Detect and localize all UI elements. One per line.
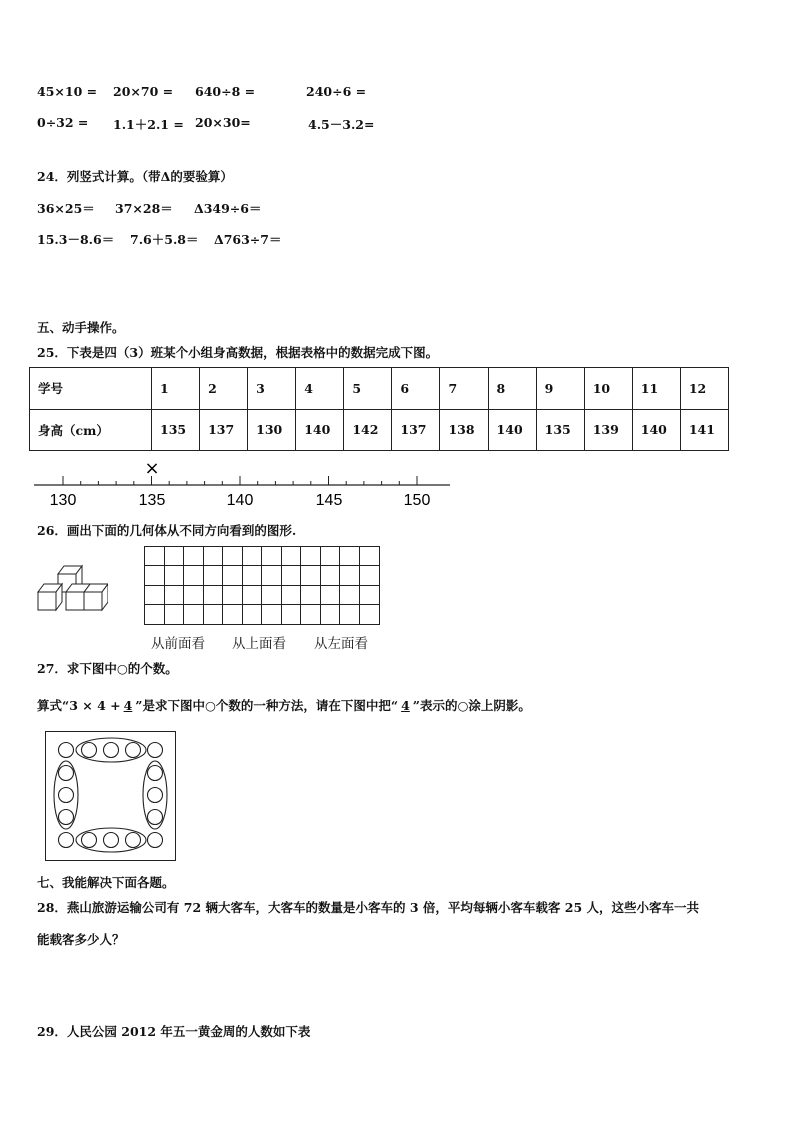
q27-underlined-b: 4 xyxy=(401,698,410,713)
grid-cell[interactable] xyxy=(204,586,224,605)
grid-cell[interactable] xyxy=(145,566,165,585)
q27-text-c: ”表示的○涂上阴影。 xyxy=(412,698,531,713)
number-line-label: 130 xyxy=(49,492,77,509)
grid-cell[interactable] xyxy=(165,605,185,624)
calc-1-1: 45×10 = xyxy=(37,84,98,99)
grid-cell[interactable] xyxy=(262,566,282,585)
grid-cell[interactable] xyxy=(204,566,224,585)
table-row xyxy=(30,409,729,451)
calc-1-3: 640÷8 = xyxy=(195,84,256,99)
number-line xyxy=(30,456,460,512)
grid-cell[interactable] xyxy=(145,547,165,566)
q27-text-a: 算式“3 × 4 + xyxy=(37,698,121,713)
drawing-grid[interactable] xyxy=(144,546,380,625)
circle-square-figure[interactable] xyxy=(45,731,176,861)
id-cell: 12 xyxy=(680,368,728,410)
id-cell: 5 xyxy=(344,368,392,410)
grid-cell[interactable] xyxy=(243,605,263,624)
grid-cell[interactable] xyxy=(184,566,204,585)
height-cell: 142 xyxy=(344,409,392,451)
grid-cell[interactable] xyxy=(340,547,360,566)
grid-cell[interactable] xyxy=(223,605,243,624)
height-cell: 130 xyxy=(248,409,296,451)
q27-instruction xyxy=(37,696,531,714)
height-cell: 139 xyxy=(584,409,632,451)
grid-cell[interactable] xyxy=(262,605,282,624)
grid-cell[interactable] xyxy=(301,547,321,566)
height-cell: 137 xyxy=(200,409,248,451)
grid-cell[interactable] xyxy=(243,547,263,566)
number-line-label: 145 xyxy=(315,492,343,509)
grid-cell[interactable] xyxy=(223,586,243,605)
calc-1-4: 240÷6 = xyxy=(306,84,367,99)
grid-cell[interactable] xyxy=(184,547,204,566)
grid-cell[interactable] xyxy=(165,547,185,566)
id-cell: 10 xyxy=(584,368,632,410)
grid-cell[interactable] xyxy=(282,586,302,605)
header-label-cell: 学号 xyxy=(30,368,152,410)
section5-title: 五、动手操作。 xyxy=(37,320,125,335)
q27-title: 27．求下图中○的个数。 xyxy=(37,661,178,676)
id-cell: 6 xyxy=(392,368,440,410)
q24-2-2: 7.6＋5.8＝ xyxy=(130,232,199,247)
calc-2-1: 0÷32 = xyxy=(37,115,89,130)
height-cell: 140 xyxy=(488,409,536,451)
q28-line1: 28．燕山旅游运输公司有 72 辆大客车，大客车的数量是小客车的 3 倍，平均每辆小客车载客 25 人，这些小客车一共 xyxy=(37,900,699,915)
number-line-marker: × xyxy=(144,458,160,479)
grid-cell[interactable] xyxy=(165,566,185,585)
grid-cell[interactable] xyxy=(243,566,263,585)
calc-2-4: 4.5－3.2= xyxy=(308,117,375,132)
grid-cell[interactable] xyxy=(282,566,302,585)
grid-cell[interactable] xyxy=(321,586,341,605)
q29-title: 29．人民公园 2012 年五一黄金周的人数如下表 xyxy=(37,1024,311,1039)
q28-line2: 能载客多少人？ xyxy=(37,932,125,947)
q27-underlined-a: 4 xyxy=(123,698,133,713)
id-cell: 8 xyxy=(488,368,536,410)
calc-2-3: 20×30= xyxy=(195,115,251,130)
grid-cell[interactable] xyxy=(301,586,321,605)
grid-cell[interactable] xyxy=(321,566,341,585)
number-line-label: 140 xyxy=(226,492,254,509)
grid-cell[interactable] xyxy=(223,547,243,566)
number-line-label: 150 xyxy=(403,492,431,509)
q26-title: 26．画出下面的几何体从不同方向看到的图形. xyxy=(37,523,297,538)
grid-cell[interactable] xyxy=(321,605,341,624)
grid-cell[interactable] xyxy=(340,566,360,585)
height-table xyxy=(29,367,729,451)
height-cell: 140 xyxy=(296,409,344,451)
height-cell: 135 xyxy=(536,409,584,451)
grid-cell[interactable] xyxy=(360,586,380,605)
id-cell: 7 xyxy=(440,368,488,410)
grid-cell[interactable] xyxy=(204,547,224,566)
view-left-label: 从左面看 xyxy=(314,636,368,652)
grid-cell[interactable] xyxy=(360,547,380,566)
grid-cell[interactable] xyxy=(145,605,165,624)
q27-text-b: ”是求下图中○个数的一种方法，请在下图中把“ xyxy=(135,698,399,713)
q24-1-2: 37×28＝ xyxy=(115,201,173,216)
q24-1-3: Δ349÷6＝ xyxy=(194,201,262,216)
grid-cell[interactable] xyxy=(184,605,204,624)
grid-cell[interactable] xyxy=(282,547,302,566)
grid-cell[interactable] xyxy=(360,605,380,624)
id-cell: 4 xyxy=(296,368,344,410)
q24-2-1: 15.3－8.6＝ xyxy=(37,232,115,247)
view-top-label: 从上面看 xyxy=(232,636,286,652)
table-row xyxy=(30,368,729,410)
q24-1-1: 36×25＝ xyxy=(37,201,95,216)
grid-cell[interactable] xyxy=(204,605,224,624)
grid-cell[interactable] xyxy=(321,547,341,566)
grid-cell[interactable] xyxy=(184,586,204,605)
id-cell: 2 xyxy=(200,368,248,410)
number-line-label: 135 xyxy=(138,492,166,509)
grid-cell[interactable] xyxy=(262,547,282,566)
height-cell: 137 xyxy=(392,409,440,451)
calc-1-2: 20×70 = xyxy=(113,84,174,99)
grid-cell[interactable] xyxy=(243,586,263,605)
calc-2-2: 1.1＋2.1 = xyxy=(113,117,184,132)
grid-cell[interactable] xyxy=(301,566,321,585)
height-cell: 141 xyxy=(680,409,728,451)
height-cell: 138 xyxy=(440,409,488,451)
section7-title: 七、我能解决下面各题。 xyxy=(37,875,175,890)
height-cell: 135 xyxy=(152,409,200,451)
row-label-cell: 身高（cm） xyxy=(30,409,152,451)
grid-cell[interactable] xyxy=(145,586,165,605)
cube-solid-figure xyxy=(36,562,108,614)
id-cell: 9 xyxy=(536,368,584,410)
grid-cell[interactable] xyxy=(165,586,185,605)
q24-title: 24．列竖式计算。（带Δ的要验算） xyxy=(37,169,233,184)
id-cell: 11 xyxy=(632,368,680,410)
view-front-label: 从前面看 xyxy=(151,636,205,652)
grid-cell[interactable] xyxy=(282,605,302,624)
grid-cell[interactable] xyxy=(301,605,321,624)
height-cell: 140 xyxy=(632,409,680,451)
id-cell: 3 xyxy=(248,368,296,410)
grid-cell[interactable] xyxy=(360,566,380,585)
grid-cell[interactable] xyxy=(340,586,360,605)
q24-2-3: Δ763÷7＝ xyxy=(214,232,282,247)
q25-title: 25．下表是四（3）班某个小组身高数据，根据表格中的数据完成下图。 xyxy=(37,345,439,360)
grid-cell[interactable] xyxy=(223,566,243,585)
id-cell: 1 xyxy=(152,368,200,410)
grid-cell[interactable] xyxy=(262,586,282,605)
grid-cell[interactable] xyxy=(340,605,360,624)
